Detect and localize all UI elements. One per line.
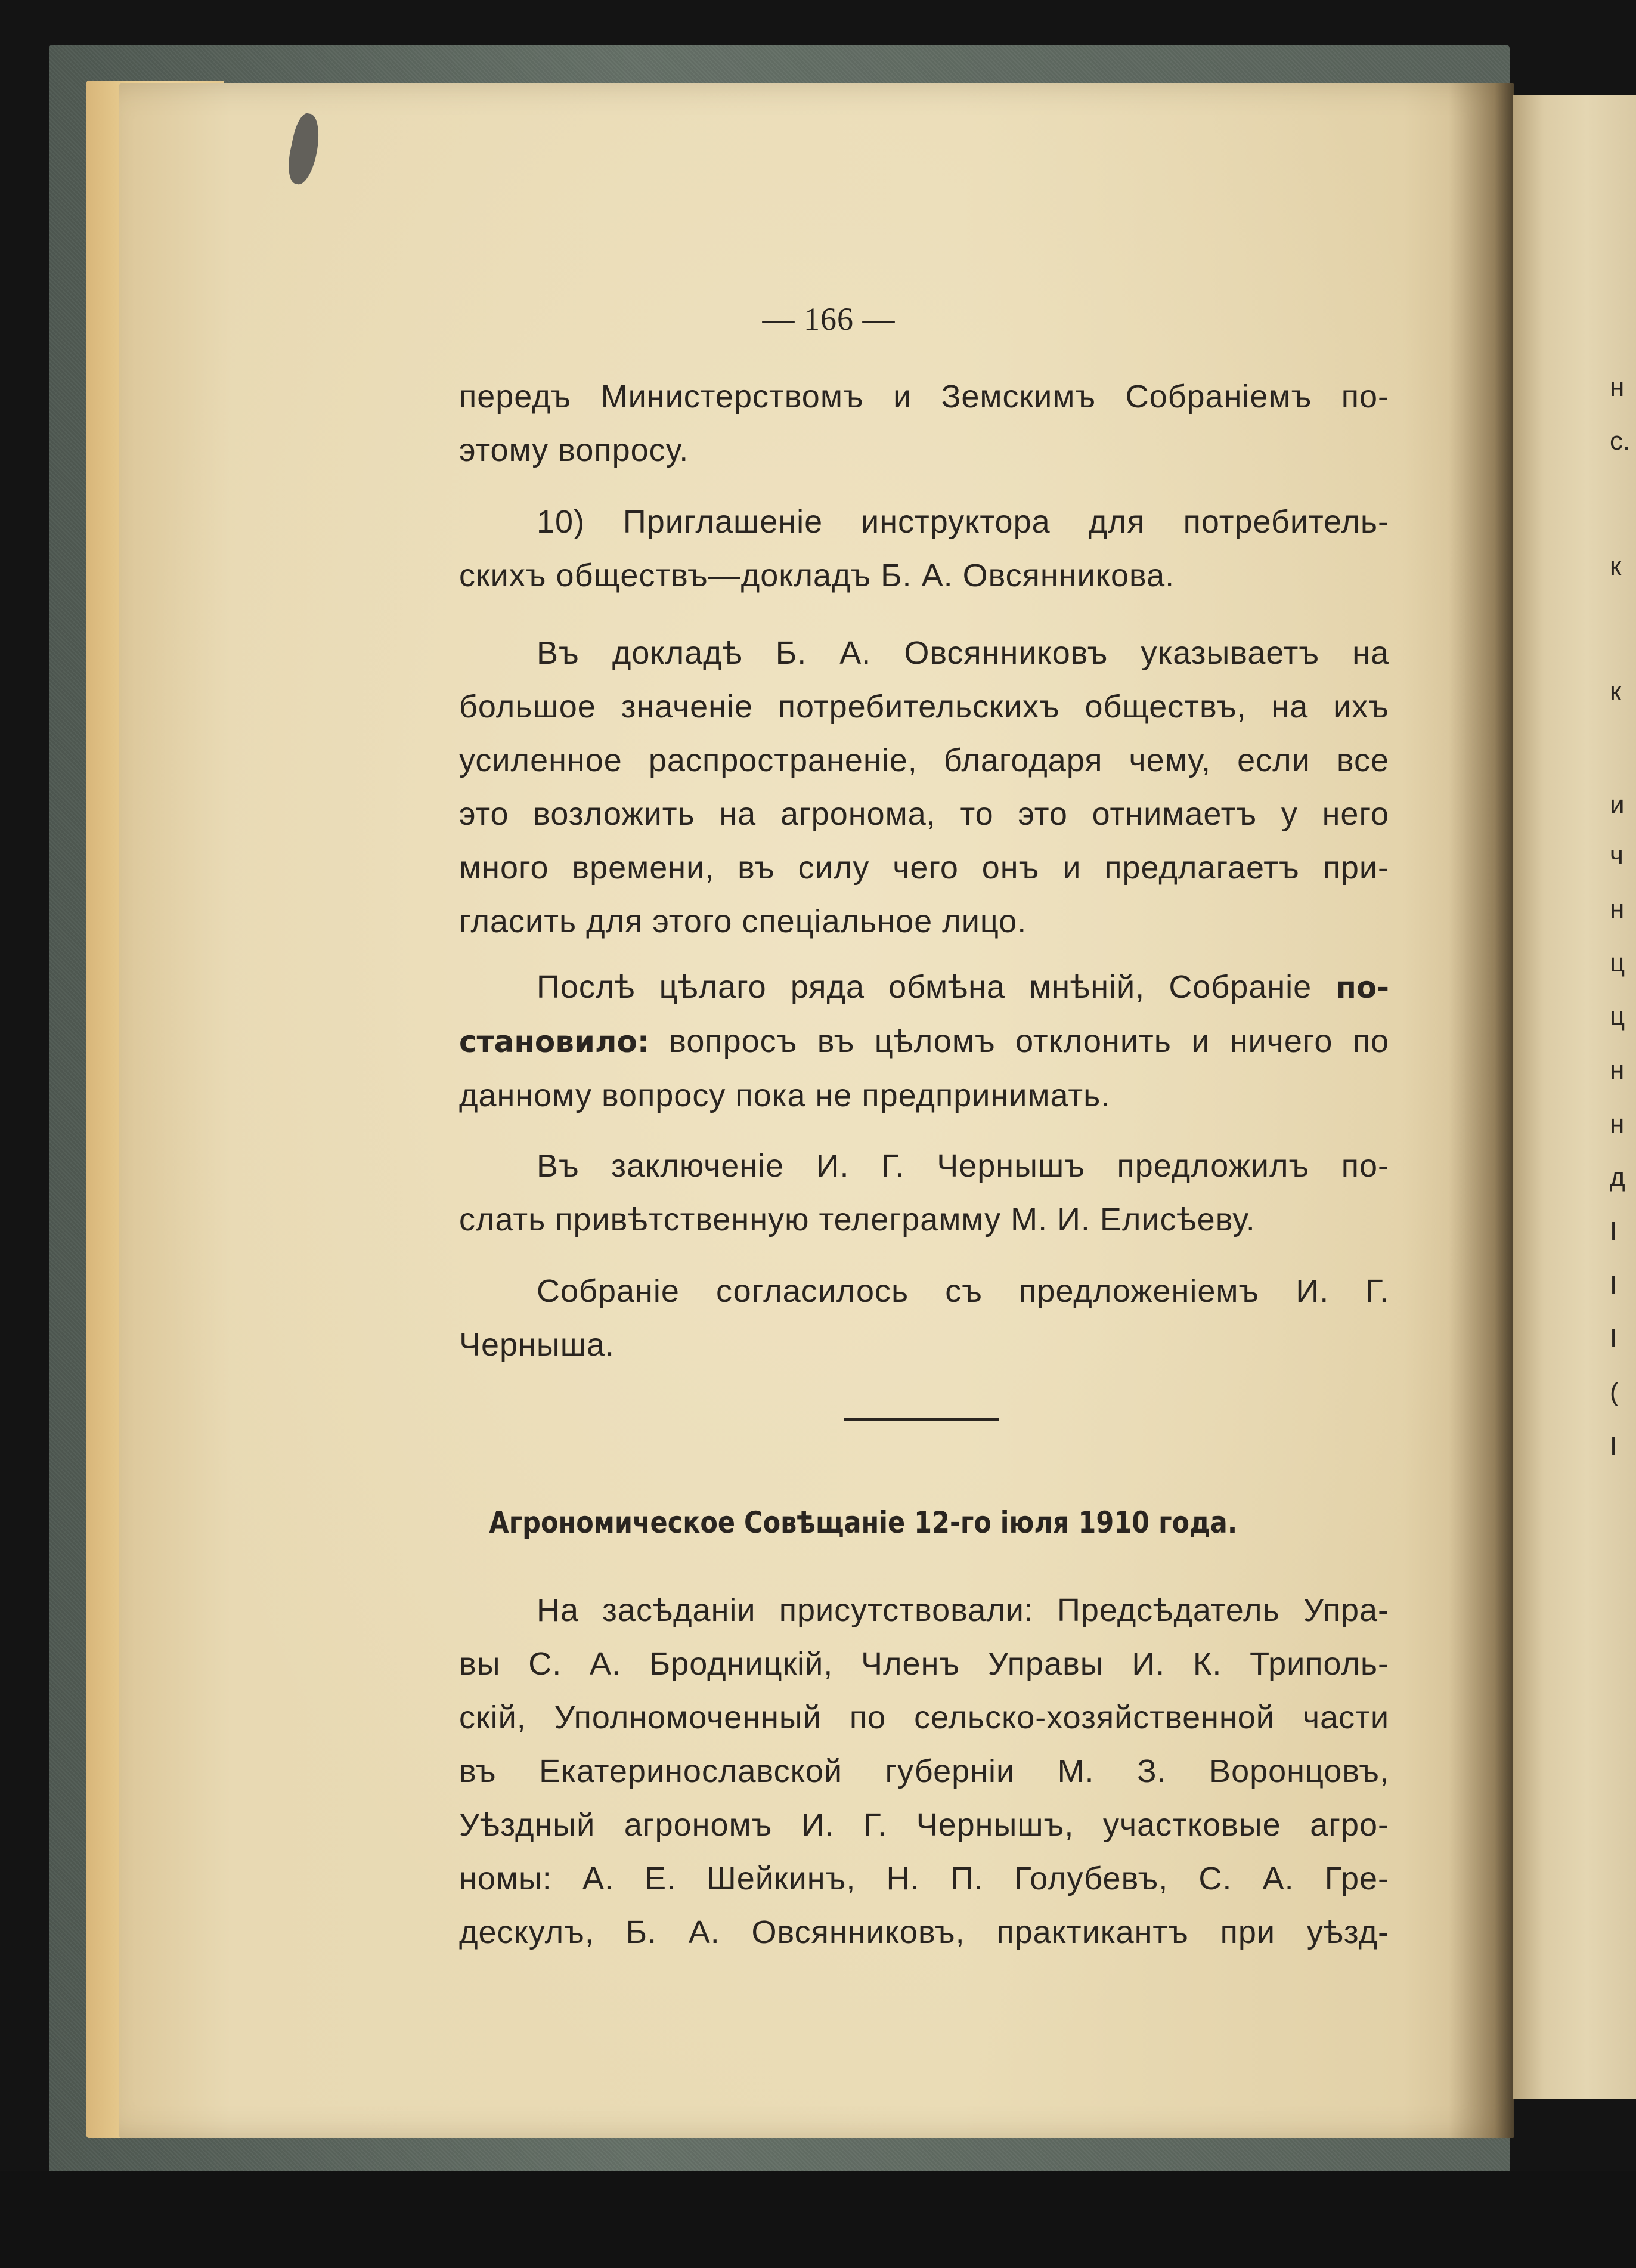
- facing-page-letter: ц: [1610, 948, 1625, 977]
- facing-page-letter: I: [1610, 1270, 1618, 1299]
- paragraph-line: это возложить на агронома, то это отнимаетъ у него: [459, 796, 1389, 832]
- facing-page-letter: к: [1610, 677, 1622, 706]
- facing-page-letter: ц: [1610, 1002, 1625, 1031]
- paragraph-line: скій, Уполномоченный по сельско-хозяйственной части: [459, 1700, 1389, 1735]
- paragraph-line: На засѣданіи присутствовали: Предсѣдатель Упра-: [537, 1592, 1389, 1628]
- facing-page-letter: I: [1610, 1324, 1618, 1353]
- paragraph-line: въ Екатеринославской губерніи М. З. Воронцовъ,: [459, 1753, 1389, 1789]
- facing-page-letter: с.: [1610, 426, 1631, 456]
- paragraph-6: [459, 1264, 1389, 1372]
- facing-page-letter: (: [1610, 1378, 1619, 1407]
- paragraph-3: [459, 626, 1389, 948]
- facing-page-letter: к: [1610, 552, 1622, 581]
- paragraph-text: вопросъ въ цѣломъ отклонить и ничего по: [669, 1023, 1389, 1059]
- section-divider: [844, 1418, 999, 1421]
- paragraph-2: [459, 495, 1389, 602]
- paragraph-line: слать привѣтственную телеграмму М. И. Елисѣеву.: [459, 1202, 1256, 1237]
- page-number: — 166 —: [762, 301, 896, 337]
- facing-page-letter: н: [1610, 895, 1625, 924]
- facing-page-letter: и: [1610, 790, 1625, 819]
- paragraph-line: скихъ обществъ—докладъ Б. А. Овсянникова.: [459, 558, 1175, 593]
- paragraph-line: Собраніе согласилось съ предложеніемъ И. Г.: [537, 1273, 1389, 1309]
- paragraph-line: усиленное распространеніе, благодаря чему, если все: [459, 742, 1389, 778]
- facing-page-letter: н: [1610, 1109, 1625, 1138]
- paragraph-line: номы: А. Е. Шейкинъ, Н. П. Голубевъ, С. А. Гре-: [459, 1861, 1389, 1896]
- paragraph-line: много времени, въ силу чего онъ и предлагаетъ при-: [459, 850, 1389, 886]
- paragraph-5: [459, 1139, 1389, 1246]
- section-heading: Агрономическое Совѣщаніе 12-го іюля 1910 года.: [489, 1505, 1238, 1540]
- paragraph-text: Послѣ цѣлаго ряда обмѣна мнѣній, Собраніе: [537, 969, 1312, 1005]
- bold-word: становило:: [459, 1025, 649, 1059]
- paragraph-line: Въ заключеніе И. Г. Чернышъ предложилъ по-: [537, 1148, 1389, 1184]
- paragraph-line: гласить для этого спеціальное лицо.: [459, 904, 1027, 939]
- paragraph-7: [459, 1583, 1389, 1959]
- paragraph-line: вы С. А. Бродницкій, Членъ Управы И. К. Триполь-: [459, 1646, 1389, 1682]
- paragraph-line: [459, 1014, 1389, 1069]
- paragraph-line: данному вопросу пока не предпринимать.: [459, 1078, 1111, 1113]
- spine-shadow: [1449, 83, 1514, 2138]
- paragraph-line: Въ докладѣ Б. А. Овсянниковъ указываетъ на: [537, 635, 1389, 671]
- paragraph-1: [459, 370, 1389, 477]
- facing-page-letter: н: [1610, 373, 1625, 402]
- paragraph-line: Уѣздный агрономъ И. Г. Чернышъ, участковые агро-: [459, 1807, 1389, 1843]
- background-shadow: [0, 2171, 1636, 2268]
- paragraph-line: большое значеніе потребительскихъ обществъ, на ихъ: [459, 689, 1389, 725]
- paragraph-line: Черныша.: [459, 1327, 615, 1363]
- facing-page-letter: I: [1610, 1217, 1618, 1246]
- paragraph-line: дескулъ, Б. А. Овсянниковъ, практикантъ при уѣзд-: [459, 1914, 1389, 1950]
- paragraph-line: этому вопросу.: [459, 432, 689, 468]
- paragraph-line: 10) Приглашеніе инструктора для потребитель-: [537, 504, 1389, 540]
- bold-word: по-: [1336, 970, 1389, 1005]
- facing-page-letter: I: [1610, 1431, 1618, 1461]
- facing-page-letter: н: [1610, 1056, 1625, 1085]
- facing-page-letter: д: [1610, 1163, 1625, 1192]
- paragraph-line: [459, 960, 1389, 1014]
- paragraph-line: передъ Министерствомъ и Земскимъ Собраніемъ по-: [459, 379, 1389, 414]
- facing-page-letter: ч: [1610, 841, 1623, 870]
- paragraph-4: [459, 960, 1389, 1122]
